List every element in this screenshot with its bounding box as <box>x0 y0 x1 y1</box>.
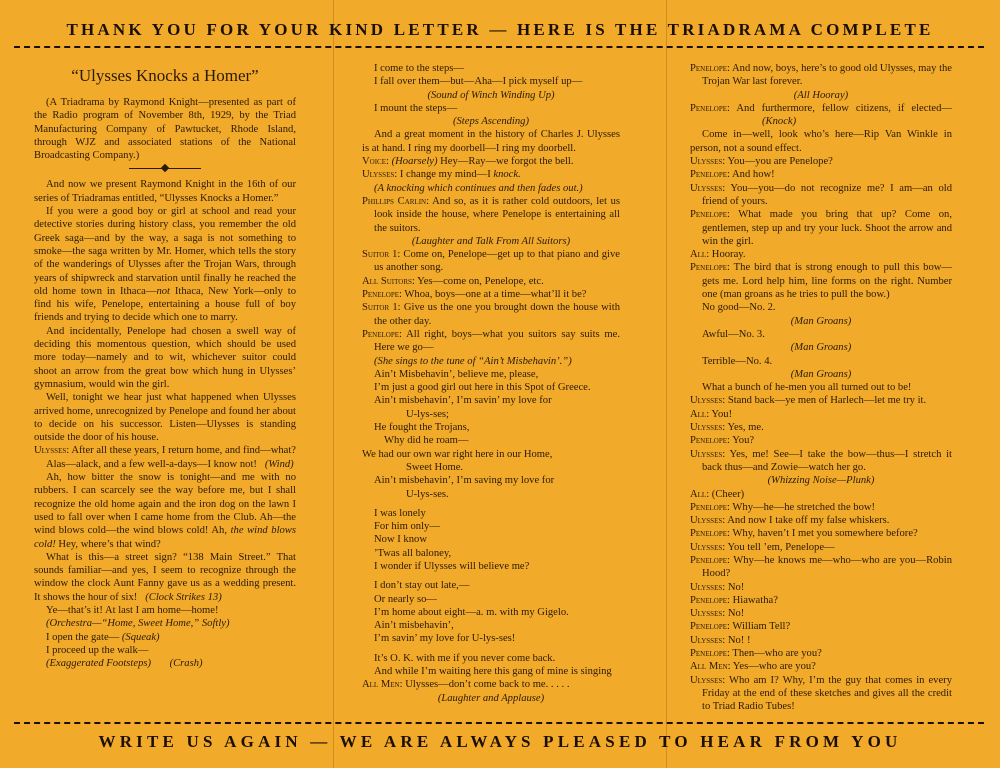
verse-line: ’Twas all baloney, <box>374 547 452 559</box>
stage-direction: (Orchestra—“Home, Sweet Home,” Softly) <box>46 618 230 630</box>
dialogue-line: Come in—well, look who’s here—Rip Van Winkle in person, not a sound effect. <box>690 129 952 154</box>
dialogue-text: (Cheer) <box>709 488 745 500</box>
dialogue-text: Hiawatha? <box>729 594 778 606</box>
dialogue-text: You! <box>709 408 733 420</box>
dialogue-line: Awful—No. 3. <box>702 328 765 340</box>
verse-line: Ain’t misbehavin’, <box>374 620 454 632</box>
stage-direction: (Laughter and Talk From All Suitors) <box>411 235 571 247</box>
fold-line-2 <box>666 0 667 768</box>
dialogue-line: Ye—that’s it! At last I am home—home! <box>46 604 219 616</box>
stage-direction: (Man Groans) <box>790 368 852 380</box>
verse-line: U-lys-ses. <box>406 488 449 500</box>
dialogue-line <box>690 501 952 514</box>
dialogue-line: I fall over them—but—Aha—I pick myself up— <box>374 76 583 88</box>
verse-line: Now I know <box>374 534 427 546</box>
speaker-name: Penelope: <box>690 554 730 566</box>
verse-line: And while I’m waiting here this gang of mine is singing <box>374 666 612 678</box>
speaker-name: Ulysses: <box>690 581 726 593</box>
verse-line: I’m savin’ my love for U-lys-ses! <box>374 633 516 645</box>
dialogue-text: You—you are Penelope? <box>725 156 833 168</box>
dialogue-text: And how! <box>729 169 775 181</box>
dialogue-text: Who am I? Why, I’m the guy that comes in every Friday at the end of these sketches and gives all the credit to Triad Radio Tubes! <box>702 674 952 713</box>
stage-direction: (Exaggerated Footsteps) (Crash) <box>46 658 203 670</box>
dialogue-line: Phillips Carlin: And so, as it is rather cold outdoors, let us look inside the house, where Penelope is entertaining all the suitors. <box>362 195 620 234</box>
banner-top: THANK YOU FOR YOUR KIND LETTER — HERE IS THE TRIADRAMA COMPLETE <box>66 20 934 39</box>
dialogue-line: What is this—a street sign? “138 Main Street.” That sounds familiar—and yes, I seem to recognize through the window the clock Aunt Fanny gave us as a wedding present. It shows the hour of six! (Clock Strikes 13) <box>34 551 296 603</box>
dialogue-line <box>690 634 952 647</box>
dialogue-text: And furthermore, fellow citizens, if elected— <box>729 102 952 114</box>
dialogue-line <box>690 514 952 527</box>
dialogue-line: No good—No. 2. <box>702 302 776 314</box>
verse-line: He fought the Trojans, <box>374 422 470 434</box>
intro-paragraph: (A Triadrama by Raymond Knight—presented as part of the Radio program of November 8th, 1929, by the Triad Manufacturing Company of Pawtucket, Rhode Island, through WJZ and associated stations of the National Broadcasting Company.) <box>34 97 296 162</box>
paragraph: If you were a good boy or girl at school and read your detective stories during history class, you remember the old Greek saga—and by the way, a saga is not something to smoke—the saga written by Mr. Homer, which tells the story of the wanderings of Ulysses after the Trojan Wars, through years of shipwreck and starvation until finally he reached the old home town in Ithaca—not Ithaca, New York—only to find his wife, Penelope, entertaining a house full of boy friends and trying to decide which one to marry. <box>34 206 296 324</box>
dialogue-line: Penelope: Whoa, boys—one at a time—what’ll it be? <box>362 289 587 301</box>
verse-line: Ain’t misbehavin’, I’m savin’ my love for <box>374 395 552 407</box>
verse-line: We had our own war right here in our Home, <box>362 448 553 460</box>
speaker-name: Ulysses: <box>690 448 726 460</box>
dialogue-line <box>690 408 952 421</box>
dialogue-text: William Tell? <box>729 621 791 633</box>
stage-direction: (Laughter and Applause) <box>437 692 545 704</box>
dialogue-line <box>690 488 952 501</box>
banner-bottom: WRITE US AGAIN — WE ARE ALWAYS PLEASED TO HEAR FROM YOU <box>98 732 902 751</box>
speaker-name: All: <box>690 488 710 500</box>
dialogue-line <box>690 647 952 660</box>
speaker-name: Ulysses: <box>690 422 726 434</box>
dialogue-text: No! ! <box>725 634 751 646</box>
stage-direction: (She sings to the tune of “Ain’t Misbehavin’.”) <box>374 355 572 367</box>
speaker-name: Penelope: <box>690 102 730 114</box>
dialogue-line <box>690 434 952 447</box>
top-rule <box>14 46 984 48</box>
speaker-name: Penelope: <box>690 594 730 606</box>
dialogue-text: No! <box>725 608 745 620</box>
dialogue-line <box>690 208 952 248</box>
dialogue-text: Why, haven’t I met you somewhere before? <box>729 528 918 540</box>
stage-direction: (Knock) <box>762 116 797 128</box>
speaker-name: Ulysses: <box>690 634 726 646</box>
speaker-name: Ulysses: <box>690 541 726 553</box>
speaker-name: Penelope: <box>690 528 730 540</box>
speaker-name: Ulysses: <box>690 156 726 168</box>
dialogue-line: All Suitors: Yes—come on, Penelope, etc. <box>362 275 544 287</box>
dialogue-line: I open the gate— (Squeak) <box>46 631 160 643</box>
dialogue-text: You tell ’em, Penelope— <box>725 541 835 553</box>
dialogue-line: Suitor 1: Give us the one you brought down the house with the other day. <box>362 302 620 327</box>
dialogue-line <box>690 527 952 540</box>
verse-line: Why did he roam— <box>384 435 469 447</box>
speaker-name: Ulysses: <box>690 515 726 527</box>
dialogue-text: You—you—do not recognize me? I am—an old friend of yours. <box>702 182 952 207</box>
stage-direction: (Man Groans) <box>790 315 852 327</box>
dialogue-line <box>690 448 952 475</box>
dialogue-text: Why—he knows me—who—who are you—Robin Hood? <box>702 554 952 580</box>
dialogue-text: What made you bring that up? Come on, gentlemen, step up and try your luck. Shoot the arrow and win the girl. <box>702 209 952 247</box>
dialogue-line <box>690 594 952 607</box>
verse-line: Sweet Home. <box>406 461 464 473</box>
dialogue-text: Stand back—ye men of Harlech—let me try it. <box>725 395 927 407</box>
dialogue-text: The bird that is strong enough to pull this bow—gets me. Lord help him, line forms on the right. Number one (man groans as he tries to pull the bow.) <box>702 262 952 301</box>
verse-line: Ain’t Misbehavin’, believe me, please, <box>374 368 539 380</box>
stage-direction: (Steps Ascending) <box>452 116 529 128</box>
dialogue-line: I mount the steps— <box>374 102 458 114</box>
fold-line-1 <box>333 0 334 768</box>
dialogue-line: Terrible—No. 4. <box>702 355 773 367</box>
dialogue-text: Yes, me. <box>725 422 764 434</box>
dialogue-text: Hooray. <box>709 249 746 261</box>
dialogue-line <box>690 248 952 261</box>
stage-direction: (Man Groans) <box>790 342 852 354</box>
dialogue-text: Yes, me! See—I take the bow—thus—I stretch it back thus—and Zowie—watch her go. <box>702 448 952 473</box>
speaker-name: All Men: <box>690 661 731 673</box>
speaker-name: Penelope: <box>690 262 730 274</box>
paragraph: And now we present Raymond Knight in the 16th of our series of Triadramas entitled, “Ulysses Knocks a Homer.” <box>34 179 296 204</box>
dialogue-line: And a great moment in the history of Charles J. Ulysses is at hand. I ring my doorbell—I ring my doorbell. <box>362 129 620 154</box>
dialogue-text: No! <box>725 581 745 593</box>
dialogue-line <box>690 660 952 673</box>
paragraph: Well, tonight we hear just what happened when Ulysses arrived home, unrecognized by Penelope and found her about to decide on his successor. Listen—Ulysses is standing outside the door of his house. <box>34 392 296 444</box>
verse-line: For him only— <box>374 521 440 533</box>
verse-line: I don’t stay out late,— <box>374 580 470 592</box>
speaker-name: Penelope: <box>690 209 730 221</box>
dialogue-line <box>690 581 952 594</box>
dialogue-text: And now I take off my false whiskers. <box>725 515 890 527</box>
dialogue-line: Ulysses: I change my mind—I knock. <box>362 169 521 181</box>
dialogue-line: Suitor 1: Come on, Penelope—get up to that piano and give us another song. <box>362 249 620 274</box>
dialogue-line <box>690 554 952 581</box>
bottom-rule <box>14 722 984 724</box>
dialogue-text: Yes—who are you? <box>730 661 816 673</box>
verse-line: I’m just a good girl out here in this Spot of Greece. <box>374 382 591 394</box>
speaker-name: Ulysses: <box>690 182 726 194</box>
dialogue-line <box>690 182 952 209</box>
dialogue-line: Ah, how bitter the snow is tonight—and me with no rubbers. I can scarcely see the way before me, but I shall recognize the old home again and the iron dog on the lawn I used to fall over when I came home from the Club. Ah—the wind blows cold—the wind blows cold! Ah, the wind blows cold! Hey, where’s that wind? <box>34 472 296 550</box>
speaker-name: Penelope: <box>690 435 730 447</box>
verse-line: Ain’t misbehavin’, I’m saving my love for <box>374 475 555 487</box>
dialogue-line: I proceed up the walk— <box>46 644 149 656</box>
dialogue-line: Voice: (Hoarsely) Hey—Ray—we forgot the bell. <box>362 156 574 168</box>
dialogue-line <box>690 168 952 181</box>
dialogue-line <box>690 620 952 633</box>
dialogue-line <box>690 62 952 89</box>
dialogue-line: I come to the steps— <box>374 63 465 74</box>
speaker-name: Penelope: <box>690 501 730 513</box>
dialogue-line: All Men: Ulysses—don’t come back to me. . . . . <box>362 679 570 691</box>
speaker-name: Ulysses: <box>690 395 726 407</box>
speaker-name: All: <box>690 249 710 261</box>
verse-line: It’s O. K. with me if you never come back. <box>374 652 556 664</box>
dialogue-text: Why—he—he stretched the bow! <box>729 501 876 513</box>
dialogue-text: You? <box>729 435 755 447</box>
verse-line: I wonder if Ulysses will believe me? <box>374 560 530 572</box>
verse-line: Or nearly so— <box>374 593 437 605</box>
paragraph: And incidentally, Penelope had chosen a swell way of deciding this momentous question, which should be used more today—namely and to wit, whichever suitor could shoot an arrow from the great bow which hung in Ulysses’ gymnasium, would win the girl. <box>34 325 296 390</box>
column-3 <box>690 62 952 714</box>
dialogue-line <box>690 261 952 301</box>
stage-direction: (A knocking which continues and then fades out.) <box>374 182 583 194</box>
speaker-name: All: <box>690 408 710 420</box>
dialogue-text: And now, boys, here’s to good old Ulysses, may the Trojan War last forever. <box>702 63 952 88</box>
dialogue-line <box>690 421 952 434</box>
song-verse <box>362 368 620 679</box>
play-title: “Ulysses Knocks a Homer” <box>71 66 259 85</box>
dialogue-line <box>690 607 952 620</box>
stage-direction: (All Hooray) <box>793 89 849 101</box>
dialogue-line: Ulysses: After all these years, I return home, and find—what? Alas—alack, and a few well-a-days—I know not! (Wind) <box>34 445 296 470</box>
speaker-name: Ulysses: <box>690 674 726 686</box>
verse-line: I was lonely <box>374 507 426 519</box>
speaker-name: Penelope: <box>690 63 730 74</box>
dialogue-line: What a bunch of he-men you all turned out to be! <box>702 382 912 394</box>
dialogue-line <box>690 541 952 554</box>
speaker-name: Ulysses: <box>690 608 726 620</box>
column-1 <box>34 62 296 714</box>
speaker-name: Penelope: <box>690 169 730 181</box>
verse-line: I’m home about eight—a. m. with my Gigelo. <box>374 606 569 618</box>
dialogue-line <box>690 155 952 168</box>
dialogue-line <box>690 102 952 129</box>
dialogue-line <box>690 674 952 714</box>
speaker-name: Penelope: <box>690 648 730 660</box>
stage-direction: (Sound of Winch Winding Up) <box>427 89 555 101</box>
dialogue-line: Penelope: All right, boys—what you suitors say suits me. Here we go— <box>362 328 620 354</box>
dialogue-line <box>690 394 952 407</box>
divider-ornament <box>34 164 296 172</box>
dialogue-text: Then—who are you? <box>729 648 822 660</box>
column-2 <box>362 62 620 714</box>
stage-direction: (Whizzing Noise—Plunk) <box>767 475 875 487</box>
speaker-name: Penelope: <box>690 621 730 633</box>
verse-line: U-lys-ses; <box>406 408 449 420</box>
